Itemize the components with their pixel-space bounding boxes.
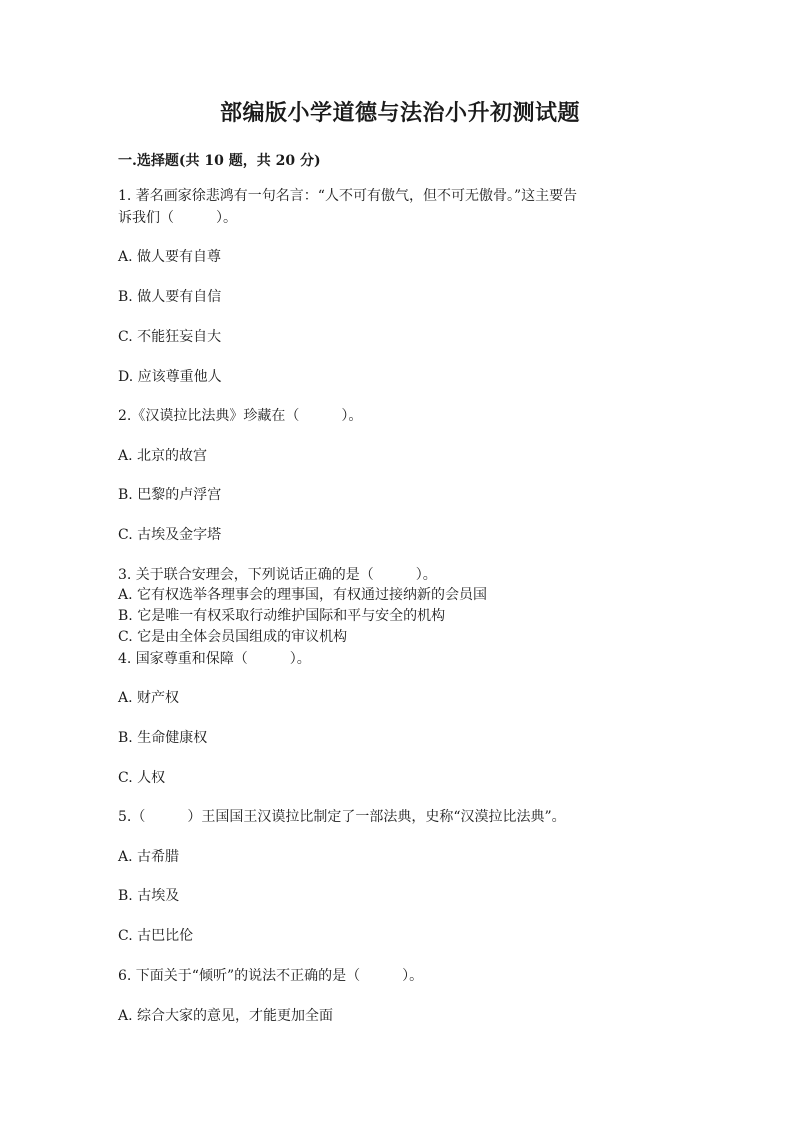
question-5-stem: 5.（ ）王国国王汉谟拉比制定了一部法典，史称“汉漠拉比法典”。 [118, 809, 566, 825]
question-1-option-b: B. 做人要有自信 [118, 289, 222, 305]
question-5-option-c: C. 古巴比伦 [118, 928, 194, 944]
question-3-option-b: B. 它是唯一有权采取行动维护国际和平与安全的机构 [118, 608, 446, 624]
question-2-option-b: B. 巴黎的卢浮宫 [118, 487, 222, 503]
question-2-option-a: A. 北京的故宫 [118, 448, 208, 464]
question-6-stem: 6. 下面关于“倾听”的说法不正确的是（ ）。 [118, 968, 424, 984]
question-1-option-d: D. 应该尊重他人 [118, 369, 222, 385]
question-5-option-b: B. 古埃及 [118, 888, 180, 904]
page-title: 部编版小学道德与法治小升初测试题 [219, 100, 580, 126]
question-5-option-a: A. 古希腊 [118, 849, 180, 865]
question-1-stem-line-1: 1. 著名画家徐悲鸿有一句名言：“人不可有傲气，但不可无傲骨。”这主要告 [118, 188, 578, 204]
question-3-stem: 3. 关于联合安理会，下列说话正确的是（ ）。 [118, 567, 437, 583]
section-heading: 一.选择题(共 10 题，共 20 分) [118, 153, 321, 169]
question-1-option-a: A. 做人要有自尊 [118, 249, 222, 265]
question-2-stem: 2.《汉谟拉比法典》珍藏在（ ）。 [118, 408, 363, 424]
question-4-option-a: A. 财产权 [118, 690, 180, 706]
question-3-option-a: A. 它有权选举各理事会的理事国，有权通过接纳新的会员国 [118, 587, 488, 603]
question-4-stem: 4. 国家尊重和保障（ ）。 [118, 651, 311, 667]
question-4-option-c: C. 人权 [118, 770, 166, 786]
question-4-option-b: B. 生命健康权 [118, 730, 208, 746]
question-6-option-a: A. 综合大家的意见，才能更加全面 [118, 1008, 334, 1024]
question-3-option-c: C. 它是由全体会员国组成的审议机构 [118, 629, 348, 645]
question-1-option-c: C. 不能狂妄自大 [118, 329, 222, 345]
question-1-stem-line-2: 诉我们（ ）。 [118, 210, 237, 226]
question-2-option-c: C. 古埃及金字塔 [118, 527, 222, 543]
